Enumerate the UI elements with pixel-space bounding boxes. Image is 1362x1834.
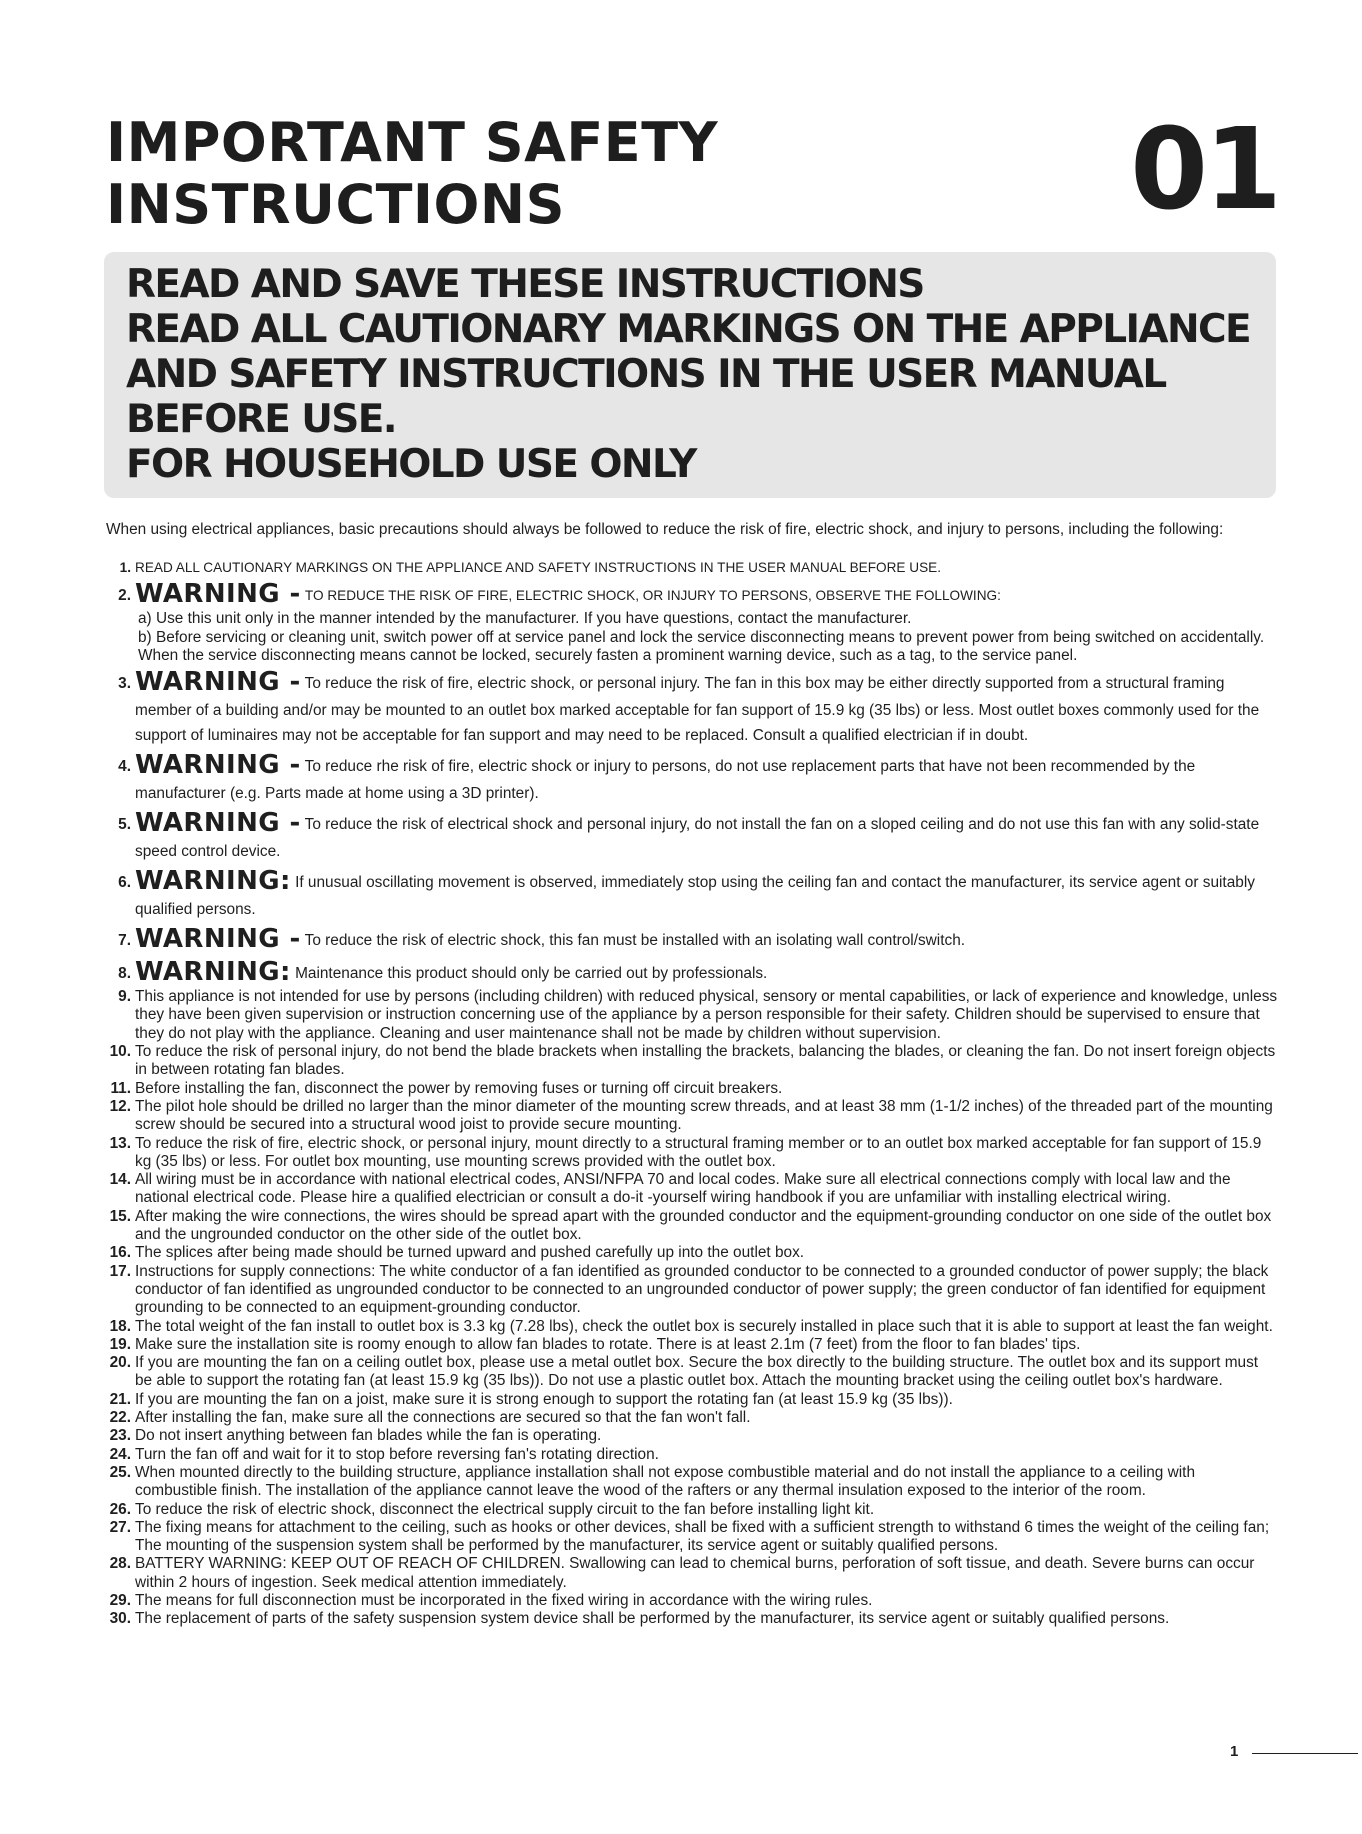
instructions-banner bbox=[104, 252, 1276, 498]
item-text: READ ALL CAUTIONARY MARKINGS ON THE APPLIANCE AND SAFETY INSTRUCTIONS IN THE USER MANUAL BEFORE USE. bbox=[135, 560, 941, 575]
item-text: To reduce the risk of electric shock, disconnect the electrical supply circuit to the fan before installing light kit. bbox=[135, 1500, 875, 1518]
list-item-27 bbox=[106, 1519, 1278, 1556]
item-text: If unusual oscillating movement is observed, immediately stop using the ceiling fan and contact the manufacturer, its service agent or suitably qualified persons. bbox=[135, 874, 1255, 919]
item-text: The means for full disconnection must be incorporated in the fixed wiring in accordance with the wiring rules. bbox=[135, 1591, 873, 1609]
warning-keyword: WARNING - bbox=[135, 579, 301, 610]
item-number: 30. bbox=[109, 1610, 131, 1628]
item-text: Maintenance this product should only be carried out by professionals. bbox=[295, 965, 768, 983]
list-item-8 bbox=[106, 957, 1278, 988]
item-text: Before installing the fan, disconnect the power by removing fuses or turning off circuit breakers. bbox=[135, 1079, 783, 1097]
list-item-30 bbox=[106, 1610, 1278, 1628]
item-number: 26. bbox=[109, 1500, 131, 1518]
list-item-10 bbox=[106, 1043, 1278, 1080]
item-number: 6. bbox=[118, 874, 131, 892]
list-item-7 bbox=[106, 924, 1278, 955]
item-number: 8. bbox=[118, 965, 131, 983]
item-text: The fixing means for attachment to the ceiling, such as hooks or other devices, shall be fixed with a sufficient strength to withstand 6 times the weight of the ceiling fan; The mounting of the suspension system shall be performed by the manufacturer, its service agent or suitably qualified persons. bbox=[135, 1518, 1270, 1555]
item-number: 11. bbox=[110, 1079, 131, 1097]
item-number: 17. bbox=[109, 1262, 131, 1280]
item-number: 1. bbox=[119, 560, 131, 575]
warning-keyword: WARNING - bbox=[135, 667, 301, 698]
list-item-17 bbox=[106, 1263, 1278, 1318]
list-item-2 bbox=[106, 579, 1278, 610]
section-number: 01 bbox=[1130, 105, 1278, 235]
item-number: 12. bbox=[109, 1097, 131, 1115]
item-number: 22. bbox=[109, 1409, 131, 1427]
list-item-1 bbox=[106, 559, 1278, 577]
list-item-12 bbox=[106, 1098, 1278, 1135]
item-number: 20. bbox=[109, 1354, 131, 1372]
list-item-16 bbox=[106, 1244, 1278, 1262]
item-number: 14. bbox=[109, 1171, 131, 1189]
list-item-22 bbox=[106, 1409, 1278, 1427]
list-item-24 bbox=[106, 1446, 1278, 1464]
item-number: 2. bbox=[118, 587, 131, 605]
item-text: If you are mounting the fan on a joist, make sure it is strong enough to support the rotating fan (at least 15.9 kg (35 lbs)). bbox=[135, 1390, 953, 1408]
item-number: 18. bbox=[109, 1317, 131, 1335]
sub-item-b: b) Before servicing or cleaning unit, switch power off at service panel and lock the service disconnecting means to prevent power from being switched on accidentally. When the service disconnecting means cannot be locked, securely fasten a prominent warning device, such as a tag, to the service panel. bbox=[138, 628, 1265, 664]
page-title-line-1: IMPORTANT SAFETY bbox=[106, 111, 719, 174]
banner-line-1: READ AND SAVE THESE INSTRUCTIONS bbox=[126, 262, 924, 307]
list-item-9 bbox=[106, 988, 1278, 1043]
list-item-4 bbox=[106, 750, 1278, 806]
item-text: To reduce the risk of electric shock, this fan must be installed with an isolating wall control/switch. bbox=[304, 932, 966, 950]
item-text: If you are mounting the fan on a ceiling outlet box, please use a metal outlet box. Secure the box directly to the building structure. The outlet box and its support must be able to support the rotating fan (at least 15.9 kg (35 lbs)). Do not use a plastic outlet box. Attach the mounting bracket using the ceiling outlet box's hardware. bbox=[135, 1354, 1259, 1390]
item-text: The pilot hole should be drilled no larger than the minor diameter of the mounting screw threads, and at least 38 mm (1-1/2 inches) of the threaded part of the mounting screw should be secured into a structural wood joist to provide secure mounting. bbox=[135, 1097, 1273, 1134]
list-item-15 bbox=[106, 1208, 1278, 1245]
list-item-19 bbox=[106, 1336, 1278, 1354]
list-item-29 bbox=[106, 1592, 1278, 1610]
list-item-20 bbox=[106, 1354, 1278, 1391]
page-title-line-2: INSTRUCTIONS bbox=[106, 173, 565, 236]
item-number: 25. bbox=[109, 1463, 131, 1481]
item-text: Make sure the installation site is roomy enough to allow fan blades to rotate. There is at least 2.1m (7 feet) from the floor to fan blades' tips. bbox=[135, 1335, 1081, 1353]
banner-line-3: AND SAFETY INSTRUCTIONS IN THE USER MANUAL bbox=[126, 352, 1166, 397]
item-text: TO REDUCE THE RISK OF FIRE, ELECTRIC SHOCK, OR INJURY TO PERSONS, OBSERVE THE FOLLOWING: bbox=[304, 588, 1001, 604]
item-number: 4. bbox=[118, 758, 131, 776]
item-number: 21. bbox=[109, 1390, 131, 1408]
item-text: After making the wire connections, the wires should be spread apart with the grounded conductor and the equipment-grounding conductor on one side of the outlet box and the ungrounded conductor on the other side of the outlet box. bbox=[135, 1207, 1272, 1244]
item-number: 9. bbox=[118, 988, 131, 1006]
item-text: This appliance is not intended for use by persons (including children) with reduced physical, sensory or mental capabilities, or lack of experience and knowledge, unless they have been given supervision or instruction concerning use of the appliance by a person responsible for their safety. Children should be supervised to ensure that they do not play with the appliance. Cleaning and user maintenance shall not be made by children without supervision. bbox=[135, 988, 1278, 1042]
item-text: The total weight of the fan install to outlet box is 3.3 kg (7.28 lbs), check the outlet box is securely installed in place such that it is able to support at least the fan weight. bbox=[135, 1317, 1273, 1335]
item-text: When mounted directly to the building structure, appliance installation shall not expose combustible material and do not install the appliance to a ceiling with combustible finish. The installation of the appliance cannot leave the wood of the rafters or any thermal insulation exposed to the interior of the room. bbox=[135, 1463, 1196, 1500]
warning-keyword: WARNING: bbox=[135, 957, 291, 988]
warning-keyword: WARNING - bbox=[135, 750, 301, 781]
list-item-26 bbox=[106, 1501, 1278, 1519]
item-text: Turn the fan off and wait for it to stop before reversing fan's rotating direction. bbox=[135, 1445, 659, 1463]
item-text: To reduce the risk of fire, electric shock, or personal injury. The fan in this box may be either directly supported from a structural framing member of a building and/or may be mounted to an outlet box marked acceptable for fan support of 15.9 kg (35 lbs) or less. Most outlet boxes commonly used for the support of luminaires may not be acceptable for fan support and may need to be replaced. Consult a qualified electrician if in doubt. bbox=[135, 675, 1260, 745]
list-item-23 bbox=[106, 1427, 1278, 1445]
item-number: 5. bbox=[118, 816, 131, 834]
item-number: 13. bbox=[109, 1134, 131, 1152]
intro-paragraph: When using electrical appliances, basic precautions should always be followed to reduce the risk of fire, electric shock, and injury to persons, including the following: bbox=[106, 521, 1224, 538]
list-item-14 bbox=[106, 1171, 1278, 1208]
item-number: 23. bbox=[109, 1427, 131, 1445]
item-text: To reduce the risk of personal injury, do not bend the blade brackets when installing the brackets, balancing the blades, or cleaning the fan. Do not insert foreign objects in between rotating fan blades. bbox=[135, 1043, 1276, 1079]
item-text: Instructions for supply connections: The white conductor of a fan identified as grounded conductor to be connected to a grounded conductor of power supply; the black conductor of fan identified as ungrounded conductor to be connected to an ungrounded conductor of power supply; the green conductor of fan identified for equipment grounding to be connected to an equipment-grounding conductor. bbox=[135, 1262, 1269, 1317]
list-item-25 bbox=[106, 1464, 1278, 1501]
list-item-6 bbox=[106, 866, 1278, 922]
item-text: The replacement of parts of the safety suspension system device shall be performed by the manufacturer, its service agent or suitably qualified persons. bbox=[135, 1610, 1170, 1628]
safety-instructions-list bbox=[106, 559, 1278, 1629]
list-item-5 bbox=[106, 808, 1278, 864]
banner-line-2: READ ALL CAUTIONARY MARKINGS ON THE APPLIANCE bbox=[126, 307, 1251, 352]
item-number: 27. bbox=[109, 1518, 131, 1536]
item-number: 16. bbox=[109, 1244, 131, 1262]
list-item-2-sub-a bbox=[106, 610, 1278, 628]
footer-rule bbox=[1252, 1753, 1358, 1754]
warning-keyword: WARNING: bbox=[135, 866, 291, 897]
item-number: 28. bbox=[109, 1555, 131, 1573]
item-number: 10. bbox=[109, 1043, 131, 1061]
item-text: All wiring must be in accordance with national electrical codes, ANSI/NFPA 70 and local codes. Make sure all electrical connections comply with local law and the national electrical code. Please hire a qualified electrician or consult a do-it -yourself wiring handbook if you are unfamiliar with installing electrical wiring. bbox=[135, 1171, 1231, 1207]
list-item-11 bbox=[106, 1080, 1278, 1098]
item-text: After installing the fan, make sure all the connections are secured so that the fan won't fall. bbox=[135, 1409, 751, 1427]
item-number: 24. bbox=[109, 1445, 131, 1463]
warning-keyword: WARNING - bbox=[135, 924, 301, 955]
list-item-13 bbox=[106, 1135, 1278, 1172]
item-number: 15. bbox=[109, 1207, 131, 1225]
page-title bbox=[106, 112, 718, 236]
banner-line-5: FOR HOUSEHOLD USE ONLY bbox=[126, 442, 696, 487]
list-item-2-sub-b bbox=[106, 629, 1278, 666]
item-text: The splices after being made should be turned upward and pushed carefully up into the outlet box. bbox=[135, 1244, 805, 1262]
page-number: 1 bbox=[1230, 1743, 1239, 1760]
item-text: BATTERY WARNING: KEEP OUT OF REACH OF CHILDREN. Swallowing can lead to chemical burns, perforation of soft tissue, and death. Severe burns can occur within 2 hours of ingestion. Seek medical attention immediately. bbox=[135, 1555, 1255, 1591]
banner-line-4: BEFORE USE. bbox=[126, 397, 397, 442]
list-item-18 bbox=[106, 1318, 1278, 1336]
warning-keyword: WARNING - bbox=[135, 808, 301, 839]
item-text: Do not insert anything between fan blades while the fan is operating. bbox=[135, 1427, 602, 1445]
list-item-28 bbox=[106, 1555, 1278, 1592]
item-number: 3. bbox=[118, 675, 131, 693]
item-text: To reduce the risk of electrical shock and personal injury, do not install the fan on a sloped ceiling and do not use this fan with any solid-state speed control device. bbox=[135, 816, 1260, 861]
item-number: 7. bbox=[118, 932, 131, 950]
item-text: To reduce rhe risk of fire, electric shock or injury to persons, do not use replacement parts that have not been recommended by the manufacturer (e.g. Parts made at home using a 3D printer). bbox=[135, 758, 1196, 803]
list-item-3 bbox=[106, 667, 1278, 748]
item-number: 29. bbox=[109, 1591, 131, 1609]
list-item-21 bbox=[106, 1391, 1278, 1409]
item-number: 19. bbox=[109, 1335, 131, 1353]
sub-item-a: a) Use this unit only in the manner intended by the manufacturer. If you have questions, contact the manufacturer. bbox=[138, 610, 912, 628]
item-text: To reduce the risk of fire, electric shock, or personal injury, mount directly to a structural framing member or to an outlet box marked acceptable for fan support of 15.9 kg (35 lbs) or less. For outlet box mounting, use mounting screws provided with the outlet box. bbox=[135, 1134, 1262, 1170]
